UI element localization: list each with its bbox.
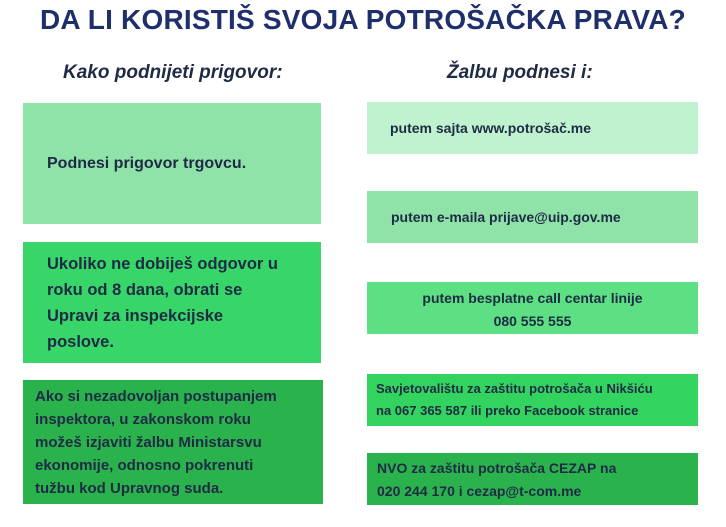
- channel-text-line: 020 244 170 i cezap@t-com.me: [377, 483, 582, 499]
- step-text-line: ekonomije, odnosno pokrenuti: [35, 457, 254, 474]
- step-appeal-ministry: [23, 380, 323, 504]
- step-text-line: Ako si nezadovoljan postupanjem: [35, 388, 277, 405]
- page-title: DA LI KORISTIŠ SVOJA POTROŠAČKA PRAVA?: [40, 4, 686, 35]
- step-text-line: Ukoliko ne dobiješ odgovor u: [47, 254, 279, 273]
- left-column-heading: Kako podnijeti prigovor:: [63, 62, 283, 83]
- right-column-heading: Žalbu podnesi i:: [447, 62, 593, 83]
- channel-text-line: Savjetovalištu za zaštitu potrošača u Nikšiću: [376, 381, 653, 396]
- channel-ngo-cezap: [367, 453, 698, 505]
- channel-text-line: na 067 365 587 ili preko Facebook stranice: [376, 403, 639, 418]
- step-text: Podnesi prigovor trgovcu.: [47, 154, 247, 172]
- step-text-line: poslove.: [47, 332, 114, 351]
- channel-website: [367, 102, 698, 154]
- step-text-line: možeš izjaviti žalbu Ministarsvu: [35, 434, 262, 451]
- step-text-line: inspektora, u zakonskom roku: [35, 411, 251, 428]
- step-text-line: roku od 8 dana, obrati se: [47, 280, 243, 299]
- channel-counseling-center: [367, 374, 698, 426]
- step-contact-inspection: [23, 242, 321, 363]
- step-text-line: tužbu kod Upravnog suda.: [35, 480, 224, 497]
- channel-phone-number: 080 555 555: [493, 313, 572, 329]
- channel-text: putem e-maila prijave@uip.gov.me: [391, 209, 621, 225]
- channel-call-center: [367, 282, 698, 334]
- channel-text-line: NVO za zaštitu potrošača CEZAP na: [377, 460, 617, 476]
- channel-email: [367, 191, 698, 243]
- step-complain-to-trader: [23, 103, 321, 224]
- channel-text-line: putem besplatne call centar linije: [422, 290, 643, 306]
- channel-text: putem sajta www.potrošač.me: [390, 120, 591, 136]
- step-text-line: Upravi za inspekcijske: [47, 306, 224, 325]
